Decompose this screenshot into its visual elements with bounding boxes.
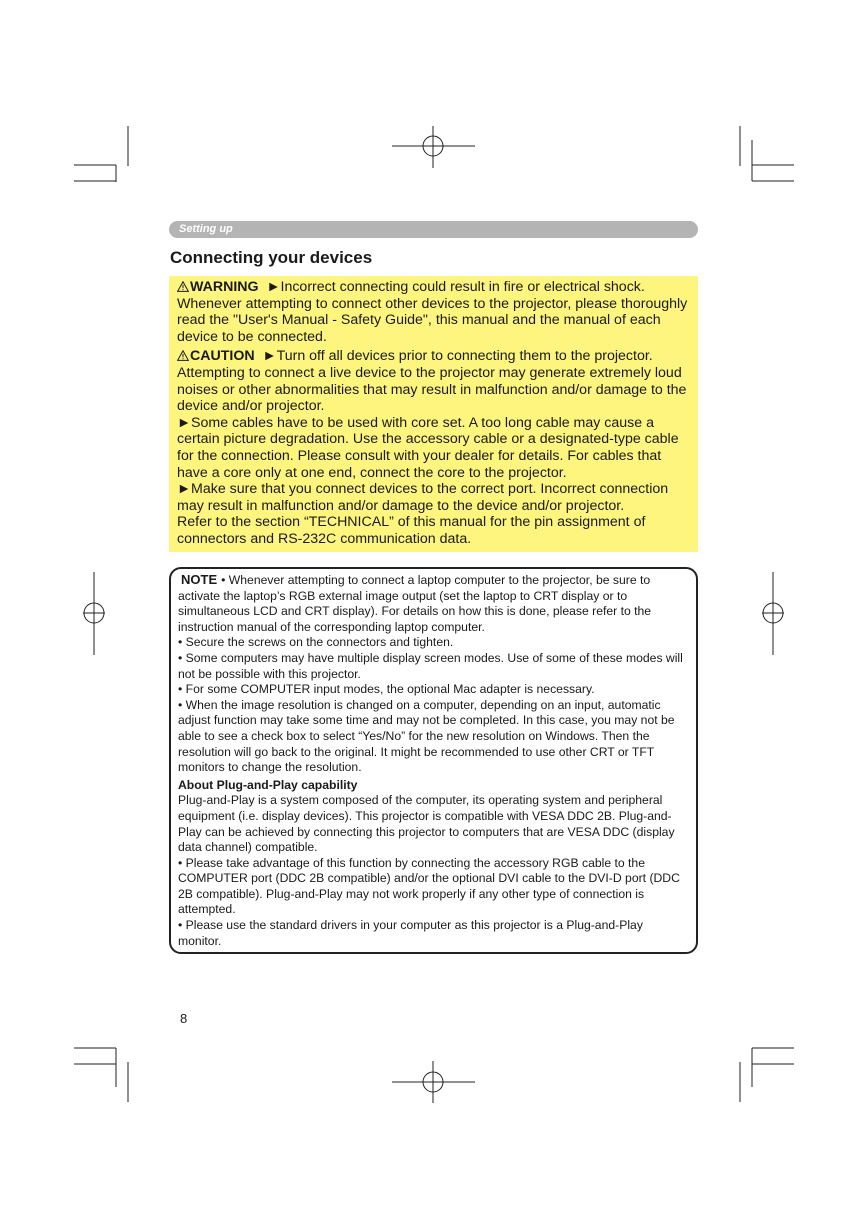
warning-text: ►Incorrect connecting could result in fire or electrical shock. Whenever attempting to connect other devices to the projector, please thoroughly read the "User's Manual - Safety Guide", this manual and the manual of each device to be connected. xyxy=(177,279,688,345)
warning-label: WARNING xyxy=(190,279,259,295)
page-title: Connecting your devices xyxy=(170,248,373,267)
note-item: • For some COMPUTER input modes, the optional Mac adapter is necessary. xyxy=(178,682,595,697)
note-item: • Secure the screws on the connectors and tighten. xyxy=(178,635,454,650)
page-number: 8 xyxy=(180,1011,188,1026)
warning-paragraph xyxy=(177,279,690,345)
caution-text-4: Refer to the section “TECHNICAL” of this manual for the pin assignment of connectors and RS-232C communication data. xyxy=(177,514,646,547)
note-item: • Some computers may have multiple display screen modes. Use of some of these modes will not be possible with this projector. xyxy=(178,650,683,681)
caution-text-1: ►Turn off all devices prior to connecting them to the projector. Attempting to connect a live device to the projector may generate extremely loud noises or other abnormalities that may result in malfunction and/or damage to the device and/or projector. xyxy=(177,348,687,415)
about-item: Plug-and-Play is a system composed of the computer, its operating system and peripheral equipment (i.e. display devices). This projector is compatible with VESA DDC 2B. Plug-and-Play can be achieved by connecting this projector to computers that are VESA DDC (display data channel) compatible. xyxy=(178,793,675,855)
warning-triangle-icon xyxy=(177,281,189,292)
note-item: NOTE • Whenever attempting to connect a laptop computer to the projector, be sure to activate the laptop’s RGB external image output (set the laptop to CRT display or to simultaneous LCD and CRT display). For details on how this is done, please refer to the instruction manual of the corresponding laptop computer. xyxy=(178,572,652,634)
about-item: • Please use the standard drivers in your computer as this projector is a Plug-and-Play monitor. xyxy=(178,918,643,948)
about-heading: About Plug-and-Play capability xyxy=(178,777,358,792)
caution-label: CAUTION xyxy=(190,348,255,365)
about-item: • Please take advantage of this function by connecting the accessory RGB cable to the COMPUTER port (DDC 2B compatible) and/or the optional DVI cable to the DVI-D port (DDC 2B compatible). Plug-and-Play may not work properly if any other type of connection is attempted. xyxy=(178,855,680,917)
note-item: • When the image resolution is changed on a computer, depending on an input, automatic adjust function may take some time and may not be completed. In this case, you may not be able to see a check box to select “Yes/No” for the new resolution on Windows. Then the resolution will go back to the original. It might be recommended to use other CRT or TFT monitors to change the resolution. xyxy=(178,697,675,775)
note-box xyxy=(169,567,698,954)
caution-text-3: ►Make sure that you connect devices to the correct port. Incorrect connection may result in malfunction and/or damage to the device and/or projector. xyxy=(177,481,669,514)
warning-box xyxy=(169,276,698,552)
section-label: Setting up xyxy=(179,223,233,235)
caution-triangle-icon xyxy=(177,350,189,361)
section-header-bar xyxy=(169,221,698,238)
caution-text-2: ►Some cables have to be used with core set. A too long cable may cause a certain picture degradation. Use the accessory cable or a designated-type cable for the connection. Please consult with your dealer for details. For cables that have a core only at one end, connect the core to the projector. xyxy=(177,414,679,481)
note-label: NOTE xyxy=(181,572,218,587)
caution-paragraph xyxy=(177,348,690,414)
